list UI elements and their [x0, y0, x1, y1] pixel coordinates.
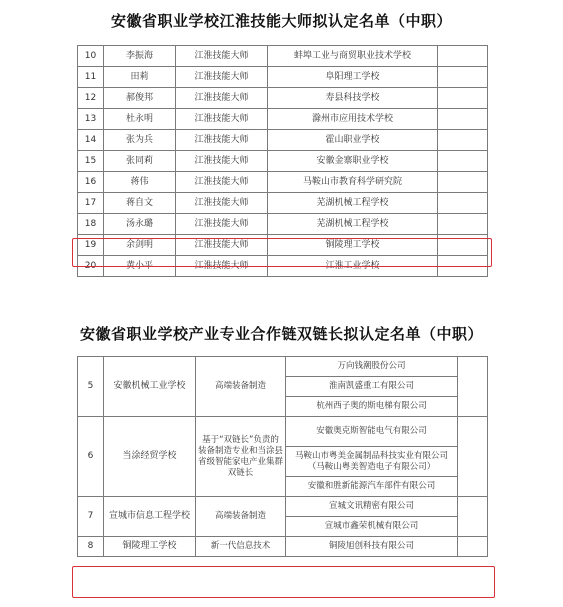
cell-title: 江淮技能大师 — [176, 193, 268, 214]
cell-unit: 江淮工业学校 — [268, 256, 438, 277]
cell-title: 江淮技能大师 — [176, 109, 268, 130]
table-row — [78, 357, 488, 377]
cell-school: 安徽机械工业学校 — [104, 357, 196, 417]
cell-name: 田莉 — [104, 67, 176, 88]
cell-title: 江淮技能大师 — [176, 172, 268, 193]
table-row — [78, 88, 488, 109]
cell-title: 江淮技能大师 — [176, 235, 268, 256]
cell-company: 安徽奥克斯智能电气有限公司 — [286, 417, 458, 447]
cell-name: 张同莉 — [104, 151, 176, 172]
cell-no: 18 — [78, 214, 104, 235]
table-row — [78, 193, 488, 214]
table-row — [78, 46, 488, 67]
cell-no: 11 — [78, 67, 104, 88]
cell-title: 江淮技能大师 — [176, 46, 268, 67]
cell-school: 宣城市信息工程学校 — [104, 497, 196, 537]
cell-company: 万向钱潮股份公司 — [286, 357, 458, 377]
table-row — [78, 130, 488, 151]
cell-name: 蒋自文 — [104, 193, 176, 214]
table-row — [78, 256, 488, 277]
cell-blank — [438, 109, 488, 130]
cell-blank — [438, 235, 488, 256]
table-row — [78, 109, 488, 130]
cell-blank — [438, 151, 488, 172]
table2-title: 安徽省职业学校产业专业合作链双链长拟认定名单（中职） — [79, 325, 483, 343]
cell-company: 安徽和胜新能源汽车部件有限公司 — [286, 477, 458, 497]
cell-blank — [438, 46, 488, 67]
cell-unit: 蚌埠工业与商贸职业技术学校 — [268, 46, 438, 67]
cell-unit: 阜阳理工学校 — [268, 67, 438, 88]
cell-blank — [438, 130, 488, 151]
cell-company: 杭州西子奥的斯电梯有限公司 — [286, 397, 458, 417]
cell-unit: 芜湖机械工程学校 — [268, 193, 438, 214]
cell-chain: 高端装备制造 — [196, 357, 286, 417]
cell-no: 16 — [78, 172, 104, 193]
cell-blank — [458, 497, 488, 537]
cell-blank — [438, 214, 488, 235]
cell-no: 6 — [78, 417, 104, 497]
table-row — [78, 417, 488, 447]
cell-blank — [438, 193, 488, 214]
dual-chain-leader-table — [77, 356, 488, 557]
cell-no: 7 — [78, 497, 104, 537]
cell-blank — [458, 357, 488, 417]
cell-title: 江淮技能大师 — [176, 256, 268, 277]
cell-chain: 新一代信息技术 — [196, 537, 286, 557]
cell-company: 马鞍山市粤美金属制品科技实业有限公司（马鞍山粤美智造电子有限公司） — [286, 447, 458, 477]
cell-blank — [458, 417, 488, 497]
highlight-box-row-8 — [72, 566, 495, 598]
cell-title: 江淮技能大师 — [176, 67, 268, 88]
cell-no: 5 — [78, 357, 104, 417]
table-row — [78, 67, 488, 88]
cell-blank — [438, 67, 488, 88]
cell-unit: 芜湖机械工程学校 — [268, 214, 438, 235]
cell-name: 张为兵 — [104, 130, 176, 151]
cell-unit: 安徽金寨职业学校 — [268, 151, 438, 172]
cell-name: 汤永璐 — [104, 214, 176, 235]
table-row — [78, 172, 488, 193]
cell-no: 14 — [78, 130, 104, 151]
cell-name: 郝俊邦 — [104, 88, 176, 109]
cell-title: 江淮技能大师 — [176, 130, 268, 151]
cell-company: 铜陵旭创科技有限公司 — [286, 537, 458, 557]
cell-name: 蒋伟 — [104, 172, 176, 193]
table-row — [78, 235, 488, 256]
cell-no: 13 — [78, 109, 104, 130]
cell-no: 17 — [78, 193, 104, 214]
cell-title: 江淮技能大师 — [176, 214, 268, 235]
cell-school: 当涂经贸学校 — [104, 417, 196, 497]
table-row — [78, 537, 488, 557]
table-row — [78, 214, 488, 235]
cell-chain: 基于“双链长”负责的装备制造专业和当涂县省级智能家电产业集群双链长 — [196, 417, 286, 497]
cell-unit: 霍山职业学校 — [268, 130, 438, 151]
cell-no: 8 — [78, 537, 104, 557]
table-row — [78, 497, 488, 517]
cell-name: 李振海 — [104, 46, 176, 67]
cell-no: 10 — [78, 46, 104, 67]
cell-name: 杜永明 — [104, 109, 176, 130]
cell-school: 铜陵理工学校 — [104, 537, 196, 557]
cell-unit: 铜陵理工学校 — [268, 235, 438, 256]
skill-master-table — [77, 45, 488, 277]
cell-blank — [438, 88, 488, 109]
cell-no: 12 — [78, 88, 104, 109]
cell-company: 宣城市鑫荣机械有限公司 — [286, 517, 458, 537]
cell-title: 江淮技能大师 — [176, 151, 268, 172]
table1-title: 安徽省职业学校江淮技能大师拟认定名单（中职） — [110, 12, 452, 30]
cell-company: 淮南凯盛重工有限公司 — [286, 377, 458, 397]
cell-unit: 寿县科技学校 — [268, 88, 438, 109]
cell-name: 余剑明 — [104, 235, 176, 256]
cell-name: 黄小平 — [104, 256, 176, 277]
cell-chain: 高端装备制造 — [196, 497, 286, 537]
cell-no: 15 — [78, 151, 104, 172]
cell-unit: 滁州市应用技术学校 — [268, 109, 438, 130]
cell-blank — [458, 537, 488, 557]
cell-blank — [438, 256, 488, 277]
cell-unit: 马鞍山市教育科学研究院 — [268, 172, 438, 193]
cell-no: 20 — [78, 256, 104, 277]
cell-blank — [438, 172, 488, 193]
cell-company: 宣城文讯精密有限公司 — [286, 497, 458, 517]
table-row — [78, 151, 488, 172]
cell-no: 19 — [78, 235, 104, 256]
cell-title: 江淮技能大师 — [176, 88, 268, 109]
